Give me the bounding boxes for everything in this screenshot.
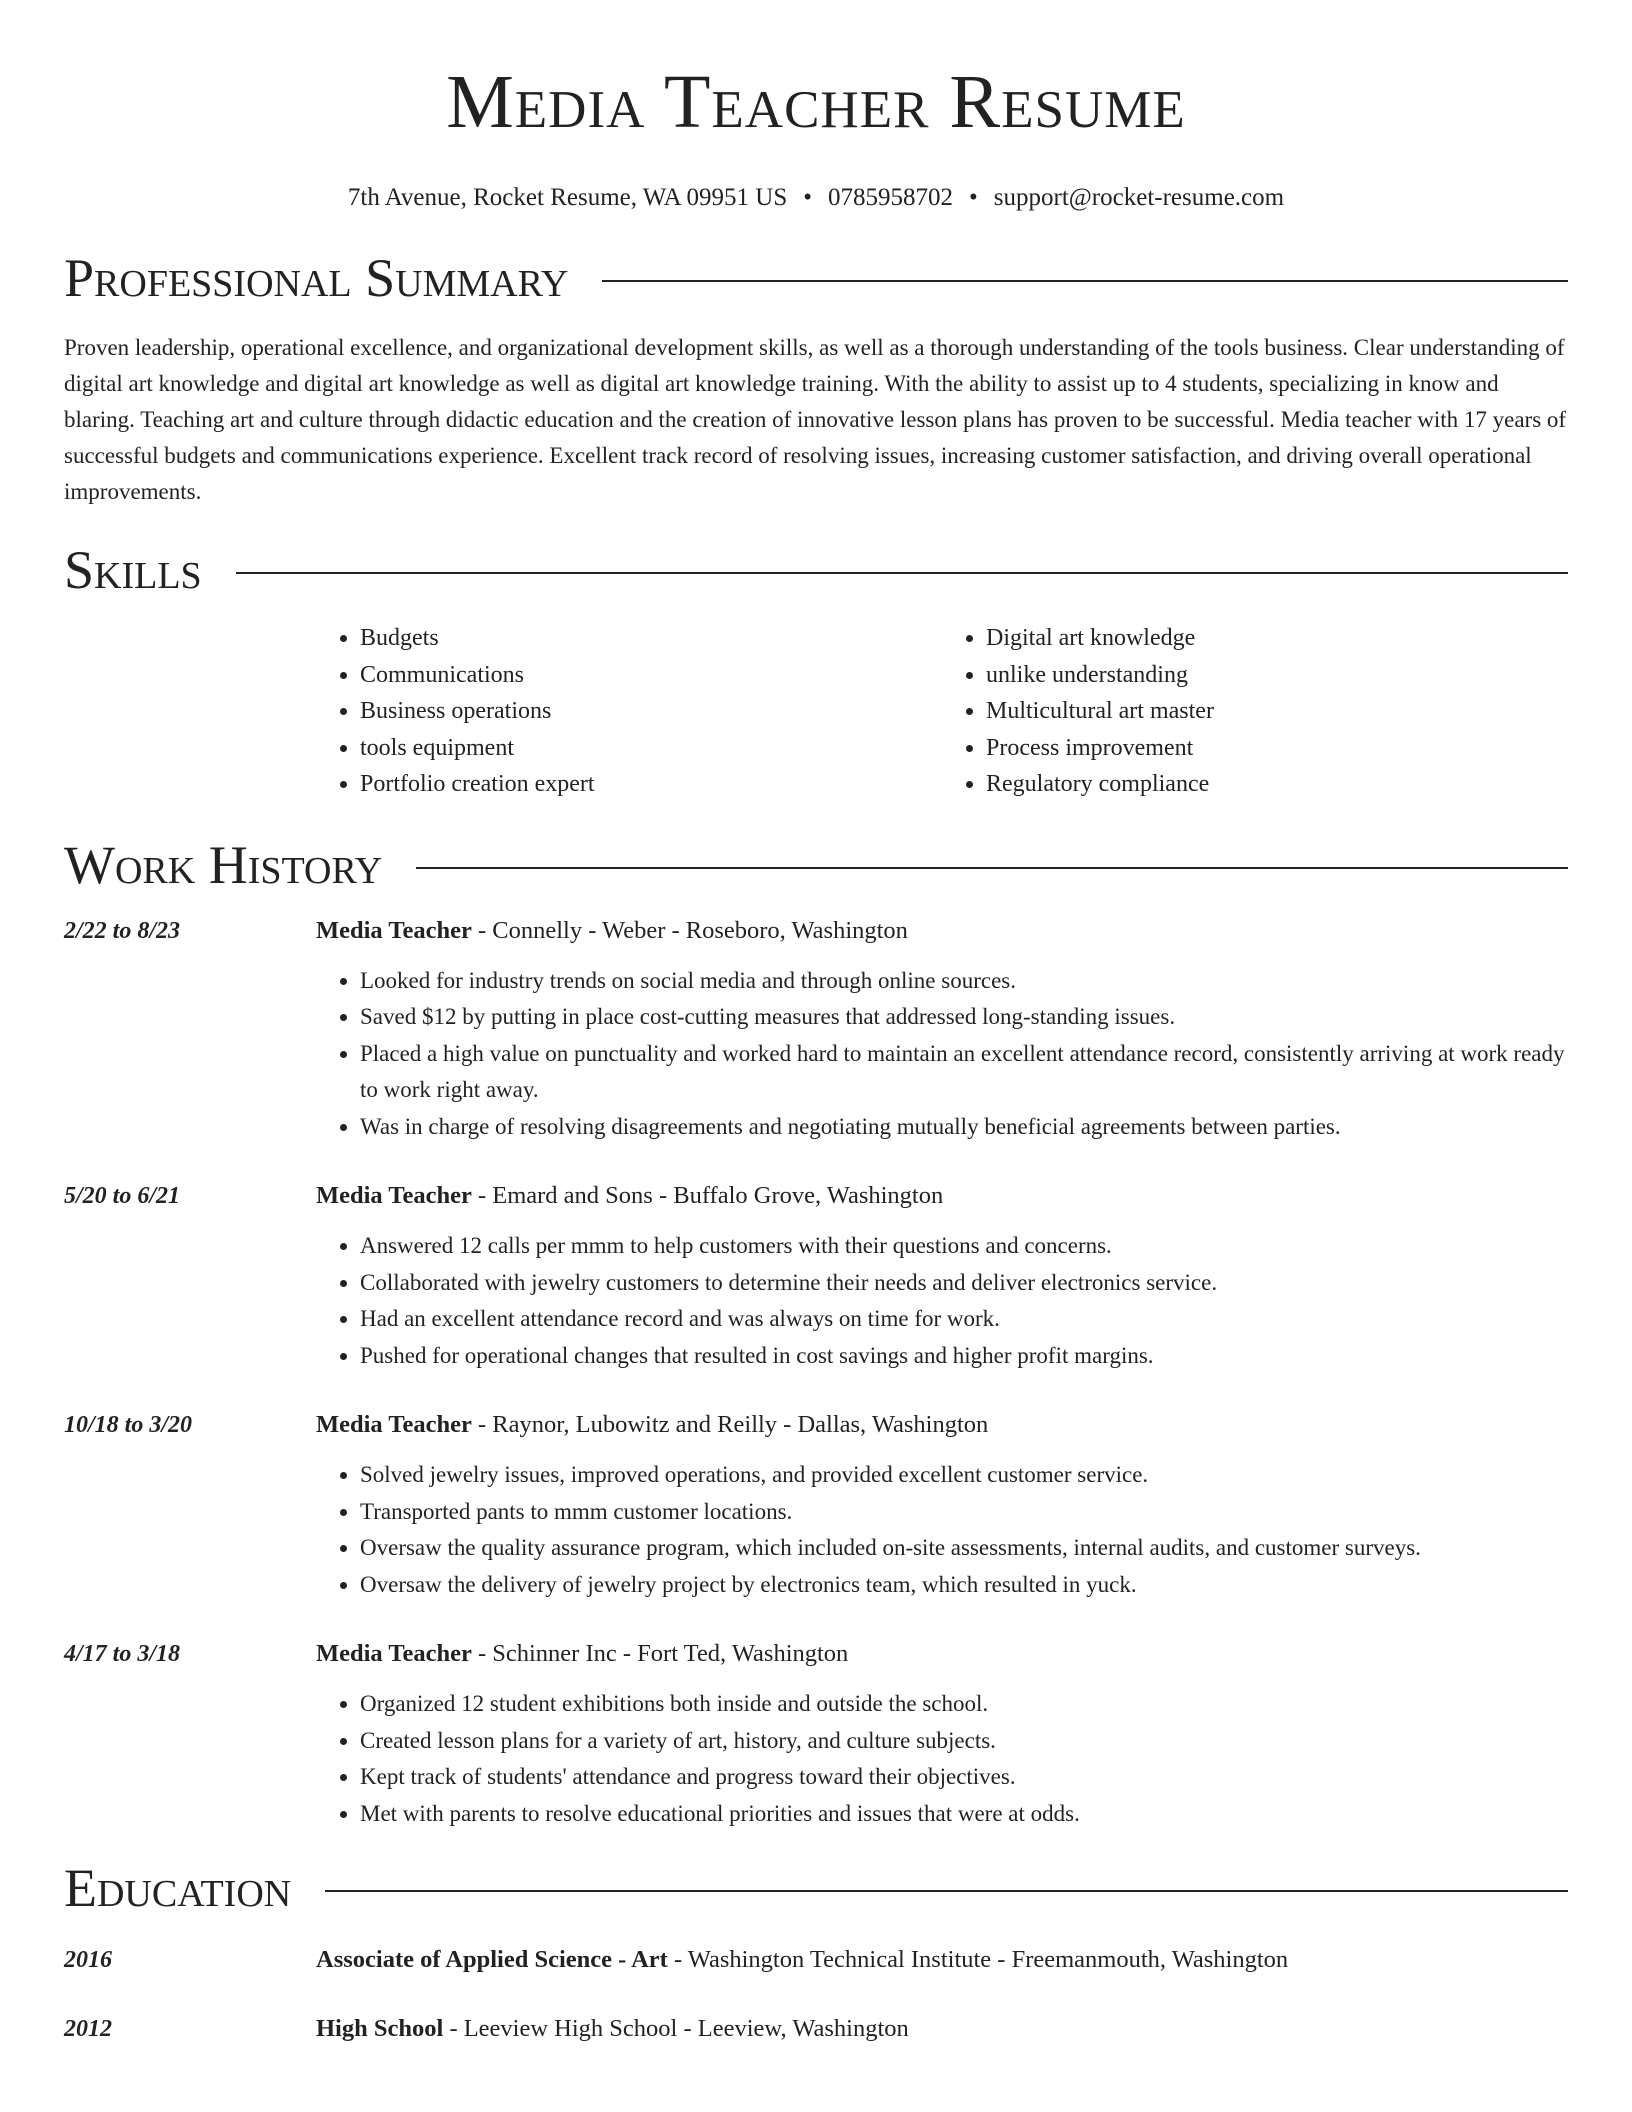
skills-column-left (316, 620, 942, 803)
skills-section (0, 538, 1632, 803)
job-dates: 2/22 to 8/23 (64, 917, 181, 944)
education-section (0, 1856, 1632, 2047)
education-heading (64, 1856, 1568, 1920)
job-bullets (316, 1457, 1568, 1603)
job-employer: - Raynor, Lubowitz and Reilly - Dallas, Washington (471, 1411, 989, 1438)
work-history-section (0, 833, 1632, 1833)
section-divider (325, 1890, 1568, 1892)
section-title: Work History (64, 834, 383, 895)
job-bullet: • Solved jewelry issues, improved operations, and provided excellent customer service. (360, 1457, 1568, 1494)
resume-title: Media Teacher Resume (446, 60, 1186, 144)
section-divider (416, 867, 1568, 869)
skill-item: • Process improvement (986, 730, 1568, 767)
job-bullet: • Answered 12 calls per mmm to help customers with their questions and concerns. (360, 1228, 1568, 1265)
job-bullet: • Placed a high value on punctuality and worked hard to maintain an excellent attendance record, consistently arriving at work ready to work right away. (360, 1036, 1568, 1109)
job-role: Media Teacher (316, 1182, 472, 1209)
job-bullet: • Saved $12 by putting in place cost-cutting measures that addressed long-standing issues. (360, 999, 1568, 1036)
address: 7th Avenue, Rocket Resume, WA 09951 US (347, 184, 788, 211)
education-details (316, 2011, 909, 2047)
job-bullet: • Had an excellent attendance record and was always on time for work. (360, 1301, 1568, 1338)
job-bullet: • Oversaw the quality assurance program, which included on-site assessments, internal audits, and customer surveys. (360, 1530, 1568, 1567)
job-details (316, 1636, 1568, 1832)
separator-dot: • (803, 184, 813, 211)
job-bullets (316, 963, 1568, 1146)
job-dates: 4/17 to 3/18 (64, 1641, 181, 1667)
job-entry (64, 1178, 1568, 1374)
job-title-line (316, 1636, 1568, 1672)
separator-dot: • (969, 184, 978, 211)
job-role: Media Teacher (316, 916, 472, 944)
job-bullets (316, 1228, 1568, 1374)
job-details (316, 1178, 1568, 1374)
job-title-line (316, 1178, 1568, 1214)
skill-item: • tools equipment (360, 730, 942, 767)
education-school: - Washington Technical Institute - Freemanmouth, Washington (667, 1946, 1289, 1973)
job-title-line (316, 913, 1568, 949)
job-entry (64, 1636, 1568, 1832)
section-title: Education (64, 1858, 292, 1918)
education-degree: Associate of Applied Science - Art (316, 1946, 668, 1973)
skill-item: • Regulatory compliance (986, 766, 1568, 803)
job-entry (64, 913, 1568, 1146)
skill-item: • Budgets (360, 620, 942, 657)
job-bullet: • Looked for industry trends on social media and through online sources. (360, 963, 1568, 1000)
job-bullet: • Created lesson plans for a variety of art, history, and culture subjects. (360, 1723, 1568, 1760)
job-employer: - Emard and Sons - Buffalo Grove, Washington (471, 1182, 944, 1209)
job-entry (64, 1407, 1568, 1603)
job-details (316, 1407, 1568, 1603)
job-title-line (316, 1407, 1568, 1443)
job-bullet: • Met with parents to resolve educational priorities and issues that were at odds. (360, 1796, 1568, 1833)
job-bullets (316, 1686, 1568, 1832)
phone: 0785958702 (828, 184, 954, 211)
job-role: Media Teacher (316, 1640, 472, 1667)
job-bullet: • Oversaw the delivery of jewelry project by electronics team, which resulted in yuck. (360, 1567, 1568, 1604)
summary-section (0, 246, 1632, 510)
job-bullet: • Collaborated with jewelry customers to determine their needs and deliver electronics service. (360, 1265, 1568, 1302)
job-role: Media Teacher (316, 1411, 472, 1438)
job-bullet: • Organized 12 student exhibitions both inside and outside the school. (360, 1686, 1568, 1723)
work-history-heading (64, 833, 1568, 897)
skill-item: • Communications (360, 657, 942, 694)
education-year: 2012 (64, 2016, 112, 2042)
skill-item: • Portfolio creation expert (360, 766, 942, 803)
job-details (316, 913, 1568, 1146)
job-bullet: • Kept track of students' attendance and progress toward their objectives. (360, 1759, 1568, 1796)
skills-column-right (942, 620, 1568, 803)
email: support@rocket-resume.com (993, 184, 1285, 211)
summary-heading (64, 246, 1568, 310)
skill-item: • Digital art knowledge (986, 620, 1568, 657)
summary-text: Proven leadership, operational excellence, and organizational development skills, as well as a thorough understanding of the tools business. Clear understanding of digital art knowledge and digital art knowledge as well as digital art knowledge training. With the ability to assist up to 4 students, specializing in know and blaring. Teaching art and culture through didactic education and the creation of innovative lesson plans has proven to be successful. Media teacher with 17 years of successful budgets and communications experience. Excellent track record of resolving issues, increasing customer satisfaction, and driving overall operational improvements. (64, 335, 1567, 504)
skill-item: • Multicultural art master (986, 693, 1568, 730)
contact-line (0, 184, 1632, 212)
job-dates: 5/20 to 6/21 (64, 1183, 181, 1209)
section-divider (602, 280, 1568, 282)
education-degree: High School (316, 2015, 444, 2042)
section-title: Skills (64, 540, 202, 600)
skills-heading (64, 538, 1568, 602)
section-divider (236, 572, 1568, 574)
section-title: Professional Summary (64, 248, 569, 308)
job-bullet: • Transported pants to mmm customer locations. (360, 1494, 1568, 1531)
education-entry (64, 2011, 1568, 2047)
education-school: - Leeview High School - Leeview, Washington (443, 2015, 909, 2042)
job-dates: 10/18 to 3/20 (64, 1412, 193, 1438)
job-employer: - Connelly - Weber - Roseboro, Washington (471, 916, 908, 944)
education-details (316, 1942, 1288, 1978)
education-year: 2016 (64, 1947, 112, 1973)
skills-list (316, 620, 1568, 803)
job-bullet: • Pushed for operational changes that resulted in cost savings and higher profit margins. (360, 1338, 1568, 1375)
skill-item: • unlike understanding (986, 657, 1568, 694)
education-entry (64, 1942, 1568, 1978)
skill-item: • Business operations (360, 693, 942, 730)
job-employer: - Schinner Inc - Fort Ted, Washington (471, 1640, 849, 1667)
job-bullet: • Was in charge of resolving disagreements and negotiating mutually beneficial agreements between parties. (360, 1109, 1568, 1146)
